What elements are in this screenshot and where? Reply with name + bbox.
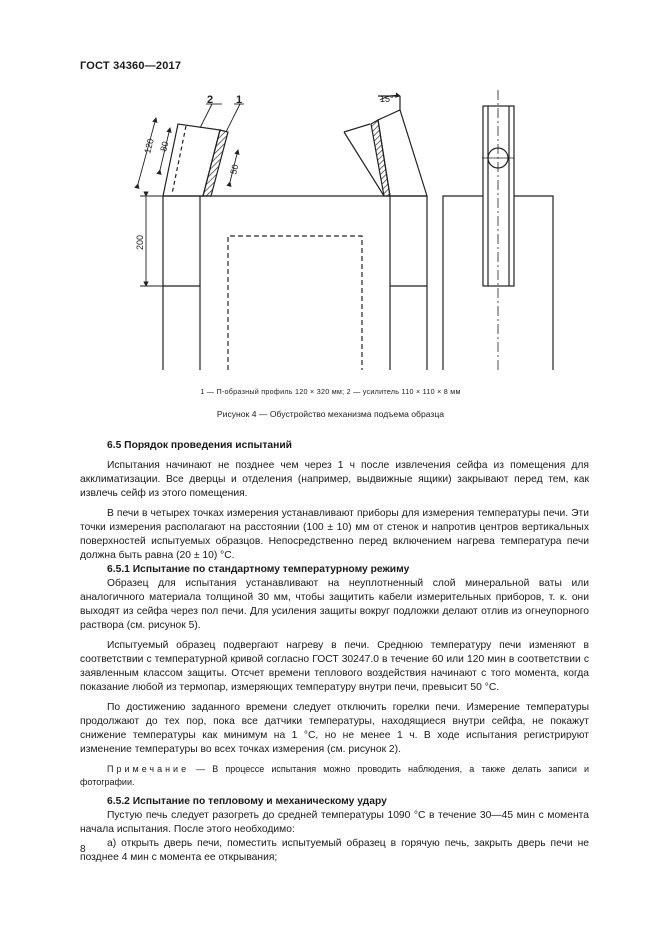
dim-120-label: 120 <box>142 137 156 155</box>
dimension-labels <box>135 94 394 250</box>
paragraph: В печи в четырех точках измерения устанавливают приборы для измерения температуры печи. Эти точки измерения располагают на расстоянии (100 ± 10) мм от стенок и напротив центров вертикальных поверхностей испытуемых образцов. Непосредственно перед включением нагрева температура печи должна быть равна (20 ± 10) °С. <box>80 508 589 561</box>
part-2-label: 2 <box>207 94 214 106</box>
list-item: а) открыть дверь печи, поместить испытуемый образец в горячую печь, закрыть дверь печи не позднее 4 мин с момента ее открывания; <box>80 838 589 863</box>
figure-caption: Рисунок 4 — Обустройство механизма подъема образца <box>216 409 445 419</box>
side-view <box>443 90 553 370</box>
note-label: Примечание <box>107 764 190 774</box>
page-number: 8 <box>80 844 86 855</box>
left-reinforcement <box>163 124 228 196</box>
dimensions <box>138 96 400 287</box>
dim-50-label: 50 <box>228 163 241 176</box>
part-1-label: 1 <box>236 94 243 106</box>
figure-legend: 1 — П-образный профиль 120 × 320 мм; 2 — усилитель 110 × 110 × 8 мм <box>200 387 461 396</box>
section-6-5-1-title: 6.5.1 Испытание по стандартному температурному режиму <box>107 564 410 575</box>
section-6-5-title: 6.5 Порядок проведения испытаний <box>107 440 292 451</box>
document-header: ГОСТ 34360—2017 <box>80 60 182 72</box>
note-text: — В процессе испытания можно проводить наблюдения, а также делать записи и фотографии. <box>80 764 589 787</box>
figure-4 <box>0 0 661 385</box>
paragraph: По достижению заданного времени следует отключить горелки печи. Измерение температуры продолжают до тех пор, пока все датчики температуры, находящиеся внутри сейфа, не покажут снижение температуры как минимум на 1 °С, но не менее 1 ч. В ходе испытания регистрируют изменение температуры во всех точках измерения (см. рисунок 2). <box>80 702 589 755</box>
note <box>80 763 589 789</box>
dim-200-label: 200 <box>135 234 145 250</box>
front-view <box>163 196 555 370</box>
section-6-5-2-title: 6.5.2 Испытание по тепловому и механическому удару <box>107 796 387 807</box>
paragraph: Образец для испытания устанавливают на неуплотненный слой минеральной ваты или аналогичного материала толщиной 30 мм, чтобы защитить кабели измерительных приборов, т. к. они выходят из сейфа через пол печи. Для усиления защиты вокруг подложки делают отлив из огнеупорного раствора (см. рисунок 5). <box>80 578 589 631</box>
paragraph: Пустую печь следует разогреть до средней температуры 1090 °С в течение 30—45 мин с момента начала испытания. После этого необходимо: <box>80 810 589 835</box>
document-body <box>80 437 589 865</box>
figure-4-drawing <box>0 0 661 380</box>
dim-80-label: 80 <box>158 140 171 153</box>
paragraph: Испытуемый образец подвергают нагреву в печи. Среднюю температуру печи изменяют в соответствии с температурной кривой согласно ГОСТ 30247.0 в течение 60 или 120 мин в соответствии с заявленным классом защиты. Отсчет времени теплового воздействия начинают с того момента, когда показание любой из термопар, измеряющих температуру внутри печи, превысит 50 °С. <box>80 640 589 693</box>
right-reinforcement <box>344 96 427 196</box>
paragraph: Испытания начинают не позднее чем через 1 ч после извлечения сейфа из помещения для акклиматизации. Все дверцы и отделения (например, выдвижные ящики) закрывают перед тем, как извлечь сейф из этого помещения. <box>80 460 589 499</box>
angle-label: 15° <box>380 94 394 104</box>
